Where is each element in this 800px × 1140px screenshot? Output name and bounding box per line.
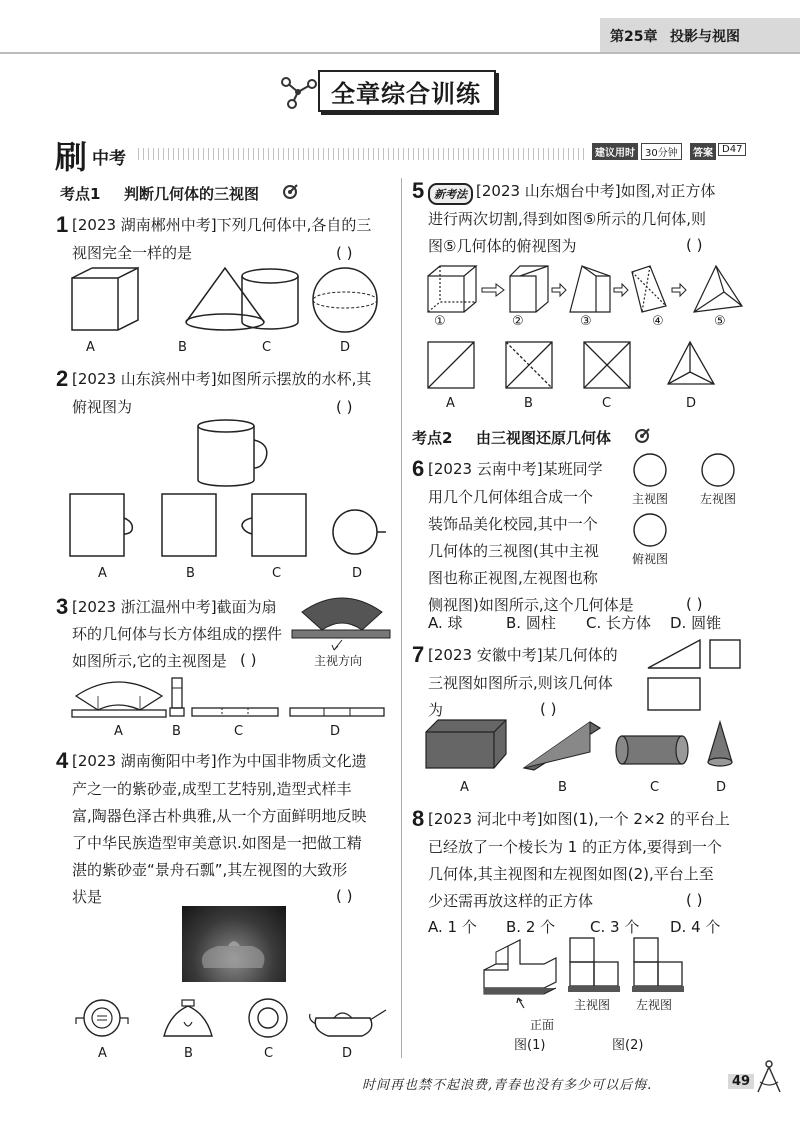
- q8-line1: [2023 河北中考]如图(1),一个 2×2 的平台上: [428, 810, 730, 828]
- q5-options-figures: [428, 340, 748, 390]
- header-rule: [0, 52, 800, 54]
- q8-line4: 少还需再放这样的正方体: [428, 892, 594, 910]
- q3-line2: 环的几何体与长方体组成的摆件: [72, 625, 283, 643]
- q3-answer-blank[interactable]: ( ): [240, 651, 257, 669]
- q1-line1: [2023 湖南郴州中考]下列几何体中,各自的三: [72, 216, 372, 234]
- kaodian1-label: 考点1: [60, 185, 101, 203]
- q5-option-b[interactable]: B: [524, 396, 533, 411]
- page-number: 49: [728, 1074, 754, 1089]
- kaodian2-label: 考点2: [412, 429, 453, 447]
- q1-option-a[interactable]: A: [86, 340, 95, 355]
- q2-line2: 俯视图为: [72, 398, 133, 416]
- timer-value: 30分钟: [641, 143, 682, 160]
- q8-fig1-caption: 图(1): [514, 1038, 546, 1053]
- brush-title-small: 中考: [92, 149, 126, 169]
- q2-option-b[interactable]: B: [186, 566, 195, 581]
- q8-views-figure: [568, 936, 688, 996]
- q5-line1: [2023 山东烟台中考]如图,对正方体: [476, 182, 716, 200]
- q5-cutting-sequence: [424, 262, 750, 316]
- q7-three-views: [644, 638, 744, 714]
- q2-options-figures: [70, 494, 390, 560]
- q5-line2: 进行两次切割,得到如图⑤所示的几何体,则: [428, 210, 706, 228]
- q3-options-figures: [72, 676, 392, 718]
- timer-label: 建议用时: [592, 143, 638, 160]
- q4-line6: 状是: [72, 888, 103, 906]
- q8-choice-c[interactable]: C. 3 个: [590, 918, 640, 936]
- q5-new-method-badge: 新考法: [428, 183, 473, 205]
- q7-answer-blank[interactable]: ( ): [540, 700, 557, 718]
- q7-option-d[interactable]: D: [716, 780, 727, 795]
- q5-answer-blank[interactable]: ( ): [686, 236, 703, 254]
- q4-number: 4: [56, 748, 69, 773]
- q1-answer-blank[interactable]: ( ): [336, 244, 353, 262]
- answer-page: D47: [718, 143, 746, 156]
- column-divider: [401, 178, 402, 1058]
- q1-option-b[interactable]: B: [178, 340, 187, 355]
- q6-line5: 图也称正视图,左视图也称: [428, 569, 598, 587]
- q5-step-1: ①: [434, 314, 446, 329]
- q6-choice-b[interactable]: B. 圆柱: [506, 614, 556, 632]
- q7-line2: 三视图如图所示,则该几何体: [428, 674, 613, 692]
- q7-number: 7: [412, 642, 425, 667]
- q3-ornament-figure: [292, 590, 392, 650]
- q5-step-5: ⑤: [714, 314, 726, 329]
- dotted-rule: [138, 148, 586, 160]
- q6-left-view-label: 左视图: [700, 492, 737, 506]
- q6-line3: 装饰品美化校园,其中一个: [428, 515, 598, 533]
- q6-top-view-label: 俯视图: [632, 552, 669, 566]
- q5-option-a[interactable]: A: [446, 396, 455, 411]
- q6-choice-c[interactable]: C. 长方体: [586, 614, 652, 632]
- q5-step-4: ④: [652, 314, 664, 329]
- q6-front-view-label: 主视图: [632, 492, 669, 506]
- molecule-icon: [278, 74, 318, 108]
- target-icon: [282, 184, 298, 200]
- q6-choice-a[interactable]: A. 球: [428, 614, 463, 632]
- q4-options-figures: [72, 996, 392, 1040]
- q7-options-figures: [424, 718, 744, 770]
- chapter-title: 投影与视图: [670, 29, 740, 45]
- chapter-label: 第25章: [610, 29, 658, 45]
- q8-line3: 几何体,其主视图和左视图如图(2),平台上至: [428, 865, 714, 883]
- q5-step-3: ③: [580, 314, 592, 329]
- q5-step-2: ②: [512, 314, 524, 329]
- q8-answer-blank[interactable]: ( ): [686, 891, 703, 909]
- q6-line2: 用几个几何体组合成一个: [428, 488, 594, 506]
- q4-answer-blank[interactable]: ( ): [336, 887, 353, 905]
- q1-option-c[interactable]: C: [262, 340, 272, 355]
- q8-choice-d[interactable]: D. 4 个: [670, 918, 721, 936]
- q5-option-c[interactable]: C: [602, 396, 612, 411]
- q8-number: 8: [412, 806, 425, 831]
- q8-left-view-label: 左视图: [636, 998, 673, 1012]
- kaodian2-title: 由三视图还原几何体: [476, 429, 612, 447]
- q8-platform-figure: [482, 940, 558, 1010]
- q4-line1: [2023 湖南衡阳中考]作为中国非物质文化遗: [72, 752, 367, 770]
- q1-line2: 视图完全一样的是: [72, 244, 193, 262]
- q5-line3: 图⑤几何体的俯视图为: [428, 237, 577, 255]
- q3-number: 3: [56, 594, 69, 619]
- q1-figures: [60, 266, 390, 336]
- section-title: 全章综合训练: [331, 80, 481, 108]
- q2-option-d[interactable]: D: [352, 566, 363, 581]
- teapot-silhouette: [196, 930, 272, 974]
- q6-choice-d[interactable]: D. 圆锥: [670, 614, 722, 632]
- q1-number: 1: [56, 212, 69, 237]
- q5-option-d[interactable]: D: [686, 396, 697, 411]
- q3-option-b[interactable]: B: [172, 724, 181, 739]
- q2-line1: [2023 山东滨州中考]如图所示摆放的水杯,其: [72, 370, 372, 388]
- q7-option-b[interactable]: B: [558, 780, 567, 795]
- q4-option-a[interactable]: A: [98, 1046, 107, 1061]
- q4-line5: 湛的紫砂壶“景舟石瓢”,其左视图的大致形: [72, 861, 348, 879]
- q1-option-d[interactable]: D: [340, 340, 351, 355]
- q7-option-c[interactable]: C: [650, 780, 660, 795]
- q8-front-label: 正面: [530, 1018, 555, 1032]
- q8-choice-a[interactable]: A. 1 个: [428, 918, 477, 936]
- q4-option-d[interactable]: D: [342, 1046, 353, 1061]
- q7-line3: 为: [428, 701, 444, 719]
- q7-line1: [2023 安徽中考]某几何体的: [428, 646, 618, 664]
- q2-cup-figure: [196, 418, 276, 490]
- q2-number: 2: [56, 366, 69, 391]
- q3-view-direction: 主视方向: [314, 654, 363, 668]
- q6-line1: [2023 云南中考]某班同学: [428, 460, 603, 478]
- q8-fig2-caption: 图(2): [612, 1038, 644, 1053]
- q6-number: 6: [412, 456, 425, 481]
- brush-title-big: 刷: [55, 138, 88, 176]
- q3-option-d[interactable]: D: [330, 724, 341, 739]
- q8-line2: 已经放了一个棱长为 1 的正方体,要得到一个: [428, 838, 722, 856]
- q7-option-a[interactable]: A: [460, 780, 469, 795]
- q6-answer-blank[interactable]: ( ): [686, 595, 703, 613]
- q3-option-a[interactable]: A: [114, 724, 123, 739]
- q4-line4: 了中华民族造型审美意识.如图是一把做工精: [72, 834, 362, 852]
- q3-line3: 如图所示,它的主视图是: [72, 652, 227, 670]
- q4-line2: 产之一的紫砂壶,成型工艺特别,造型式样丰: [72, 780, 352, 798]
- q8-front-view-label: 主视图: [574, 998, 611, 1012]
- compass-icon: [754, 1058, 784, 1094]
- q4-option-c[interactable]: C: [264, 1046, 274, 1061]
- q3-option-c[interactable]: C: [234, 724, 244, 739]
- q2-option-c[interactable]: C: [272, 566, 282, 581]
- target-icon: [634, 428, 650, 444]
- answer-label: 答案: [690, 143, 716, 160]
- q2-answer-blank[interactable]: ( ): [336, 398, 353, 416]
- kaodian1-title: 判断几何体的三视图: [124, 185, 260, 203]
- q4-option-b[interactable]: B: [184, 1046, 193, 1061]
- q6-line4: 几何体的三视图(其中主视: [428, 542, 599, 560]
- q5-number: 5: [412, 178, 425, 203]
- q2-option-a[interactable]: A: [98, 566, 107, 581]
- footer-motto: 时间再也禁不起浪费,青春也没有多少可以后悔.: [362, 1078, 653, 1093]
- q3-line1: [2023 浙江温州中考]截面为扇: [72, 598, 277, 616]
- q8-choice-b[interactable]: B. 2 个: [506, 918, 556, 936]
- q6-line6: 侧视图)如图所示,这个几何体是: [428, 596, 634, 614]
- q4-line3: 富,陶器色泽古朴典雅,从一个方面鲜明地反映: [72, 807, 367, 825]
